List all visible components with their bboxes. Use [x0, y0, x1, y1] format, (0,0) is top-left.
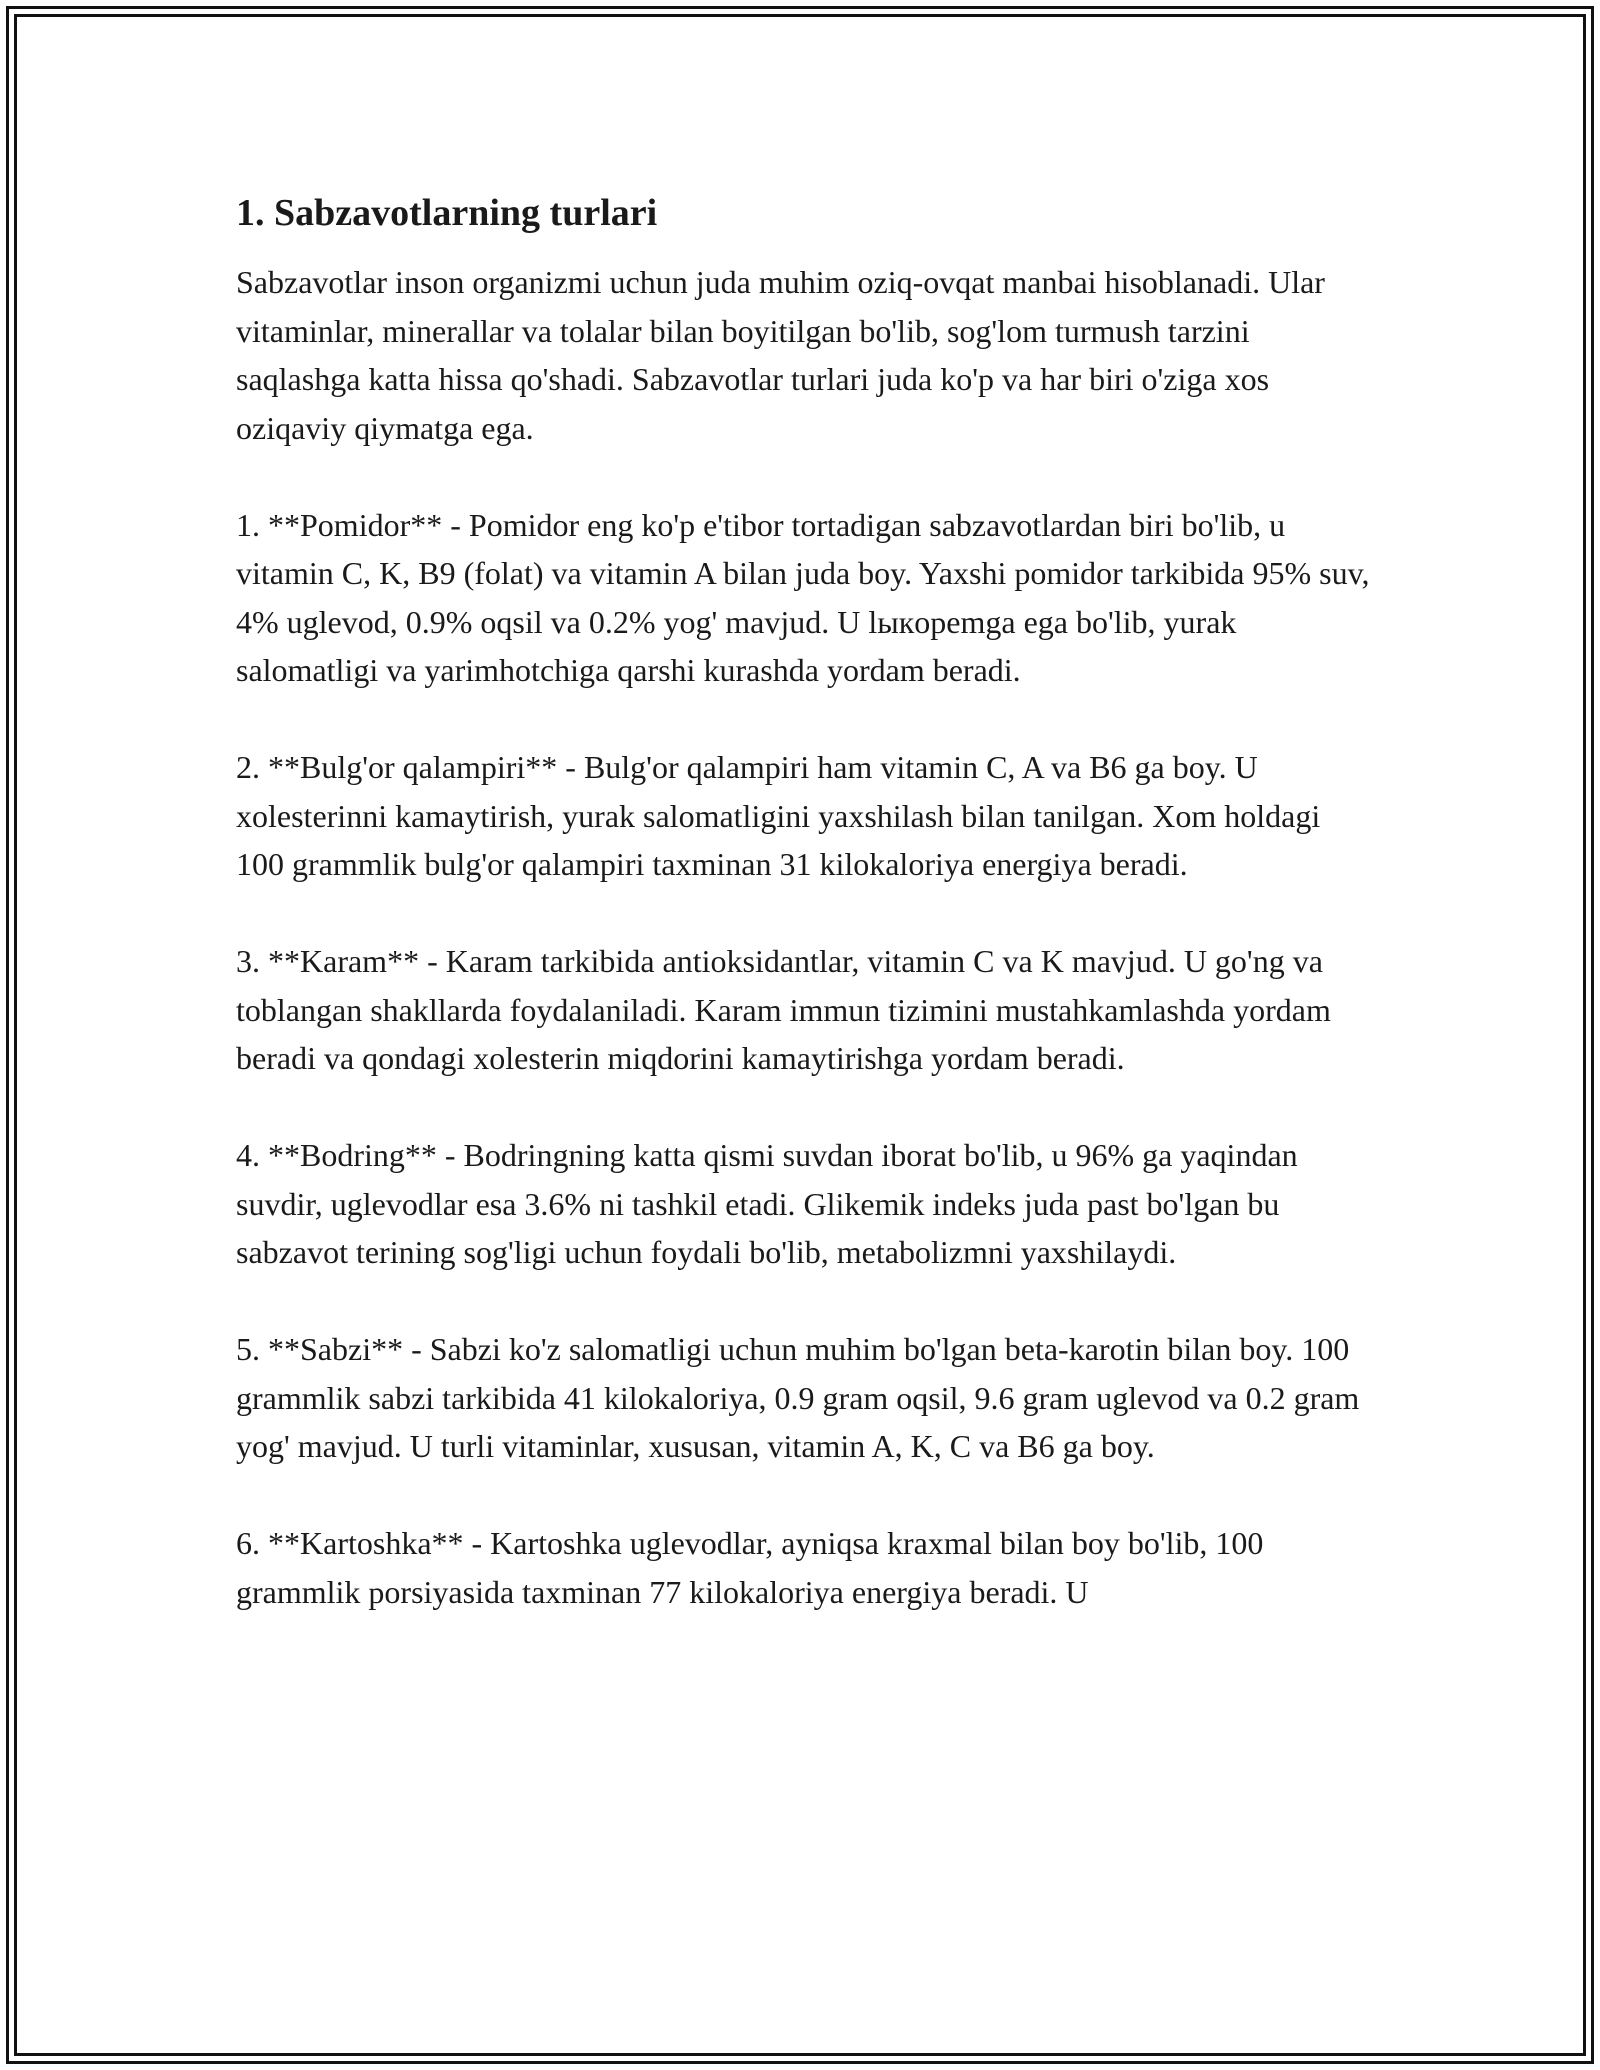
list-item-kartoshka: 6. **Kartoshka** - Kartoshka uglevodlar, ayniqsa kraxmal bilan boy bo'lib, 100 grammlik porsiyasida taxminan 77 kilokaloriya energiya beradi. U — [236, 1525, 1264, 1610]
list-item-bulgor-qalampiri: 2. **Bulg'or qalampiri** - Bulg'or qalampiri ham vitamin C, A va B6 ga boy. U xolesterinni kamaytirish, yurak salomatligini yaxshilash bilan tanilgan. Xom holdagi 100 grammlik bulg'or qalampiri taxminan 31 kilokaloriya energiya beradi. — [236, 749, 1321, 882]
list-item-karam: 3. **Karam** - Karam tarkibida antioksidantlar, vitamin C va K mavjud. U go'ng va toblangan shakllarda foydalaniladi. Karam immun tizimini mustahkamlashda yordam beradi va qondagi xolesterin miqdorini kamaytirishga yordam beradi. — [236, 943, 1331, 1076]
section-heading: 1. Sabzavotlarning turlari — [236, 192, 658, 234]
list-item-pomidor: 1. **Pomidor** - Pomidor eng ko'p e'tibor tortadigan sabzavotlardan biri bo'lib, u vitamin C, K, B9 (folat) va vitamin A bilan juda boy. Yaxshi pomidor tarkibida 95% suv, 4% uglevod, 0.9% oqsil va 0.2% yog' mavjud. U lыкopemga ega bo'lib, yurak salomatligi va yarimhotchiga qarshi kurashda yordam beradi. — [236, 506, 1370, 688]
list-item-bodring: 4. **Bodring** - Bodringning katta qismi suvdan iborat bo'lib, u 96% ga yaqindan suvdir, uglevodlar esa 3.6% ni tashkil etadi. Glikemik indeks juda past bo'lgan bu sabzavot terining sog'ligi uchun foydali bo'lib, metabolizmni yaxshilaydi. — [236, 1137, 1298, 1270]
intro-paragraph: Sabzavotlar inson organizmi uchun juda muhim oziq-ovqat manbai hisoblanadi. Ular vitaminlar, minerallar va tolalar bilan boyitilgan bo'lib, sog'lom turmush tarzini saqlashga katta hissa qo'shadi. Sabzavotlar turlari juda ko'p va har biri o'ziga xos oziqaviy qiymatga ega. — [236, 264, 1325, 446]
document-body — [236, 188, 1376, 1665]
list-item-sabzi: 5. **Sabzi** - Sabzi ko'z salomatligi uchun muhim bo'lgan beta-karotin bilan boy. 100 grammlik sabzi tarkibida 41 kilokaloriya, 0.9 gram oqsil, 9.6 gram uglevod va 0.2 gram yog' mavjud. U turli vitaminlar, xususan, vitamin A, K, C va B6 ga boy. — [236, 1331, 1360, 1464]
